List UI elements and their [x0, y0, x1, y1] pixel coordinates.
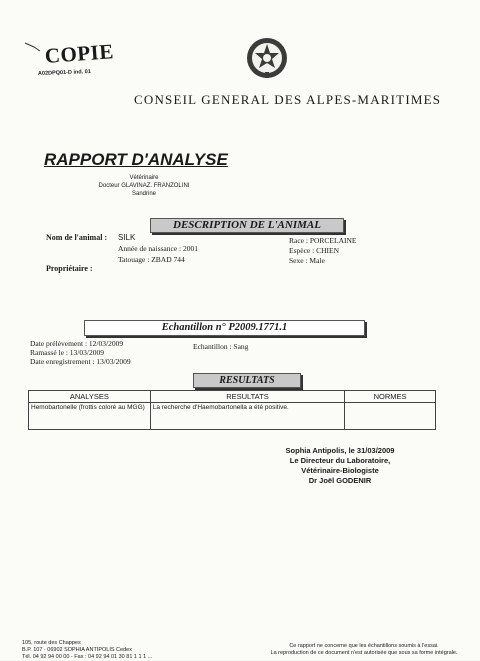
footer-address-line1: 105, route des Chappes: [22, 640, 81, 646]
sample-number-title: Echantillon n° P2009.1771.1: [84, 320, 365, 336]
sample-date-registered: Date enregistrement : 13/03/2009: [30, 357, 131, 366]
signature-line1: Le Directeur du Laboratoire,: [289, 456, 391, 465]
signature-line2: Vétérinaire-Biologiste: [301, 466, 379, 475]
results-header-row: [29, 391, 436, 403]
footer-notes: [258, 643, 470, 657]
veterinarian-block: [74, 174, 214, 198]
copie-stamp: COPIE: [44, 39, 115, 68]
column-header: ANALYSES: [29, 391, 151, 403]
animal-birth-year: Année de naissance : 2001: [118, 244, 198, 253]
animal-tattoo: Tatouage : ZBAD 744: [118, 255, 185, 264]
animal-species: Espèce : CHIEN: [289, 246, 339, 255]
results-table: [28, 390, 436, 430]
pen-mark-icon: [24, 42, 42, 52]
footer-note1: Ce rapport ne concerne que les échantillons soumis à l'essai.: [289, 643, 439, 649]
vet-role: Vétérinaire: [129, 175, 159, 181]
animal-sex: Sexe : Male: [289, 256, 325, 265]
animal-breed: Race : PORCELAINE: [289, 236, 357, 245]
footer-note2: La reproduction de ce document n'est autorisée que sous sa forme intégrale.: [270, 650, 458, 656]
animal-name-value: SILK: [118, 233, 136, 242]
sample-date-taken: Date prélèvement : 12/03/2009: [30, 339, 124, 348]
signature-block: [270, 446, 410, 486]
sample-date-collected: Ramassé le : 13/03/2009: [30, 348, 104, 357]
owner-label: Propriétaire :: [46, 264, 93, 273]
animal-name-label: Nom de l'animal :: [46, 233, 108, 242]
table-row: [29, 403, 436, 430]
document-reference: A02DPQ01-D ind. 01: [37, 69, 91, 77]
footer-phone: Tél. 04 92 94 00 00 - Fax : 04 92 94 01 30 81 1 1 1 ...: [22, 654, 153, 660]
column-header: NORMES: [345, 391, 436, 403]
norm-cell: [345, 403, 436, 430]
footer-address-line2: B.P. 107 · 06902 SOPHIA ANTIPOLIS Cedex: [22, 647, 132, 653]
vet-extra: Sandrine: [131, 191, 157, 197]
signature-line3: Dr Joël GODENIR: [308, 476, 372, 485]
department-emblem-icon: [246, 37, 288, 79]
column-header: RESULTATS: [150, 391, 344, 403]
result-cell: La recherche d'Haemobartonella a été positive.: [150, 403, 344, 430]
sample-type: Echantillon : Sang: [193, 342, 249, 351]
signature-place-date: Sophia Antipolis, le 31/03/2009: [285, 446, 395, 455]
vet-names: Docteur GLAVINAZ. FRANZOLINI: [98, 183, 190, 189]
animal-section-title: DESCRIPTION DE L'ANIMAL: [150, 218, 344, 233]
organization-name: CONSEIL GENERAL DES ALPES-MARITIMES: [134, 92, 442, 107]
footer-address: [22, 640, 152, 661]
report-title: RAPPORT D'ANALYSE: [44, 150, 228, 169]
results-section-title: RESULTATS: [193, 373, 301, 388]
analysis-cell: Hemobartonelle (frottis coloré au MGG): [29, 403, 151, 430]
